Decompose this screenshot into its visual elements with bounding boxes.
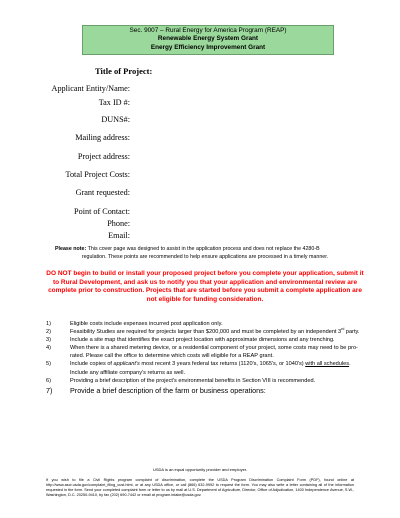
- equal-opportunity-line: USDA is an equal opportunity provider and employer.: [152, 467, 248, 472]
- please-note-paragraph: [55, 246, 355, 261]
- list-item: 4) When there is a shared metering device, or a residential component of your project, some costs may need to be pro-rated. Please call the office to determine which costs will eligible for a REAP grant.: [46, 345, 358, 360]
- duns-label: DUNS#:: [101, 115, 130, 124]
- header-program-line: Sec. 9007 – Rural Energy for America Program (REAP): [129, 27, 287, 34]
- please-note-label: Please note:: [55, 246, 87, 252]
- header-grant-line-2: Energy Efficiency Improvement Grant: [150, 43, 266, 51]
- please-note-tail: regulation. These points are recommended to help ensure applications are processed in a timely manner.: [81, 253, 329, 260]
- construction-warning: [44, 270, 366, 304]
- list-item: 5) Include copies of applicant's most recent 3 years federal tax returns (1120's, 1065's, or 1040's) with all schedules. Include any affiliate company's returns as well.: [46, 361, 351, 376]
- instructions-list: [46, 320, 366, 395]
- mailing-address-label: Mailing address:: [75, 133, 130, 142]
- title-of-project-label: Title of Project:: [95, 66, 153, 76]
- point-of-contact-label: Point of Contact:: [74, 207, 130, 216]
- grant-requested-label: Grant requested:: [75, 188, 130, 197]
- project-address-label: Project address:: [77, 152, 130, 161]
- list-item: 6) Providing a brief description of the project's environmental benefits in Section VIII is recommended.: [46, 377, 316, 384]
- construction-warning-text: DO NOT begin to build or install your proposed project before you complete your application, submit it to Rural Development, and ask us to notify you that your application and environmental review are complete prior to construction. Projects that are started before you submit a complete application are: [46, 270, 364, 295]
- list-item: 3) Include a site map that identifies the exact project location with approximate dimensions and any trenching.: [46, 337, 335, 344]
- header-grant-line-1: Renewable Energy System Grant: [157, 35, 259, 43]
- phone-label: Phone:: [107, 219, 130, 228]
- please-note-text: This cover page was designed to assist in the application process and does not replace the 4280-B: [86, 246, 320, 252]
- civil-rights-statement: If you wish to file a Civil Rights program complaint of discrimination, complete the USDA Program Discrimination Complaint Form (PDF), found online at http://www.ascr.usda.gov/complaint_filing_cust.html, or at any USDA office, or call (866) 632-9992 to request the form. You may also write a letter containing all of the information requested in the form. Send your completed complaint form or letter to us by mail at U.S. Department of Agriculture, Director, Office of Adjudication, 1400 Independence Avenue, S.W., Washington, D.C. 20250-9410, by fax (202) 690-7442 or email at program.intake@usda.gov.: [46, 478, 354, 497]
- list-item: 1) Eligible costs include expenses incurred post application only.: [46, 321, 223, 327]
- email-label: Email:: [108, 231, 130, 240]
- header-banner: [82, 25, 334, 55]
- tax-id-label: Tax ID #:: [98, 98, 130, 107]
- list-item: 2) Feasibility Studies are required for projects larger than $200,000 and must be completed by an independent 3rd party.: [46, 327, 360, 336]
- list-item: 7) Provide a brief description of the farm or business operations:: [46, 385, 266, 395]
- applicant-name-label: Applicant Entity/Name:: [51, 84, 130, 93]
- total-project-costs-label: Total Project Costs:: [65, 170, 130, 179]
- construction-warning-tail: not eligible for funding consideration.: [146, 295, 264, 303]
